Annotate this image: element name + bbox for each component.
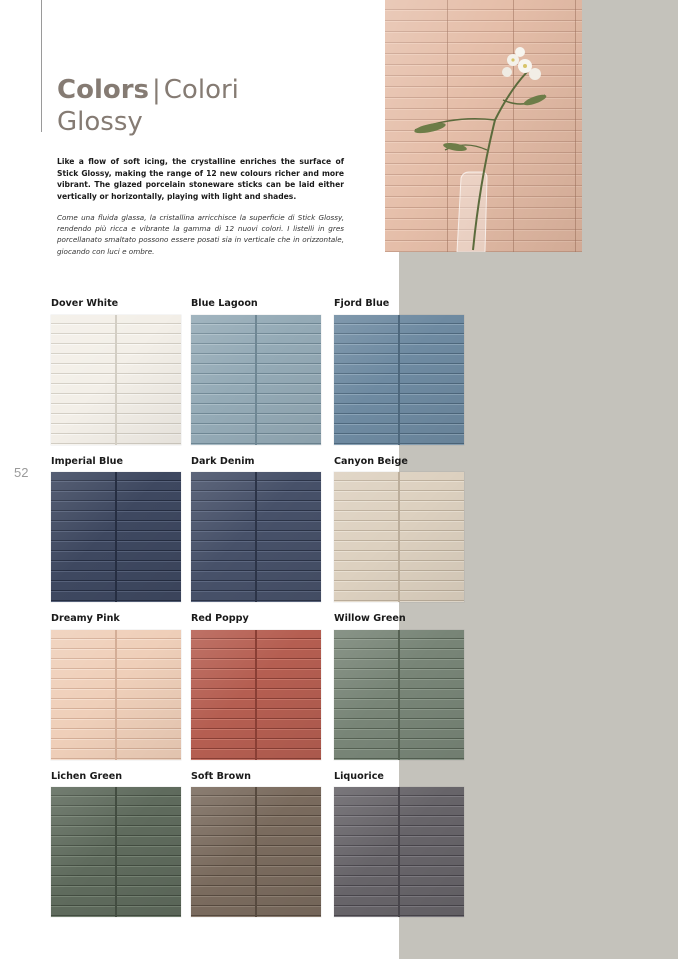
swatch-tile-dover-white: [51, 315, 181, 445]
title-separator: |: [152, 75, 161, 105]
intro-english: Like a flow of soft icing, the crystalline enriches the surface of Stick Glossy, making the range of 12 new colours richer and more vibrant. The glazed porcelain stoneware sticks can be laid either vertically or horizontally, playing with light and shades.: [57, 157, 344, 201]
swatch-label-imperial-blue: Imperial Blue: [51, 456, 123, 467]
swatch-label-blue-lagoon: Blue Lagoon: [191, 298, 258, 309]
swatch-tile-liquorice: [334, 787, 464, 917]
swatch-label-dover-white: Dover White: [51, 298, 119, 309]
swatch-tile-imperial-blue: [51, 472, 181, 602]
swatch-tile-dark-denim: [191, 472, 321, 602]
swatch-label-dark-denim: Dark Denim: [191, 456, 255, 467]
swatch-label-dreamy-pink: Dreamy Pink: [51, 613, 120, 624]
title-bold: Colors: [57, 75, 150, 105]
swatch-label-willow-green: Willow Green: [334, 613, 406, 624]
page-subtitle: Glossy: [57, 107, 143, 137]
title-italian: Colori: [163, 75, 239, 105]
swatch-label-fjord-blue: Fjord Blue: [334, 298, 390, 309]
page-title: [57, 74, 239, 138]
page-number: 52: [14, 465, 29, 480]
swatch-tile-blue-lagoon: [191, 315, 321, 445]
swatch-tile-canyon-beige: [334, 472, 464, 602]
intro-italian: Come una fluida glassa, la cristallina arricchisce la superficie di Stick Glossy, rendendo più ricca e vibrante la gamma di 12 nuovi colori. I listelli in gres porcellanato smaltato possono essere posati sia in verticale che in orizzontale, giocando con luci e ombre.: [57, 213, 344, 256]
swatch-tile-lichen-green: [51, 787, 181, 917]
flower-vase-illustration: [385, 0, 582, 252]
swatch-label-liquorice: Liquorice: [334, 771, 384, 782]
swatch-label-soft-brown: Soft Brown: [191, 771, 251, 782]
swatch-tile-red-poppy: [191, 630, 321, 760]
swatch-label-lichen-green: Lichen Green: [51, 771, 123, 782]
swatch-label-red-poppy: Red Poppy: [191, 613, 249, 624]
swatch-tile-willow-green: [334, 630, 464, 760]
product-photo: [385, 0, 582, 252]
swatch-tile-fjord-blue: [334, 315, 464, 445]
decorative-rule: [41, 0, 42, 132]
swatch-tile-soft-brown: [191, 787, 321, 917]
swatch-tile-dreamy-pink: [51, 630, 181, 760]
background-strip: [582, 0, 678, 252]
swatch-label-canyon-beige: Canyon Beige: [334, 456, 408, 467]
